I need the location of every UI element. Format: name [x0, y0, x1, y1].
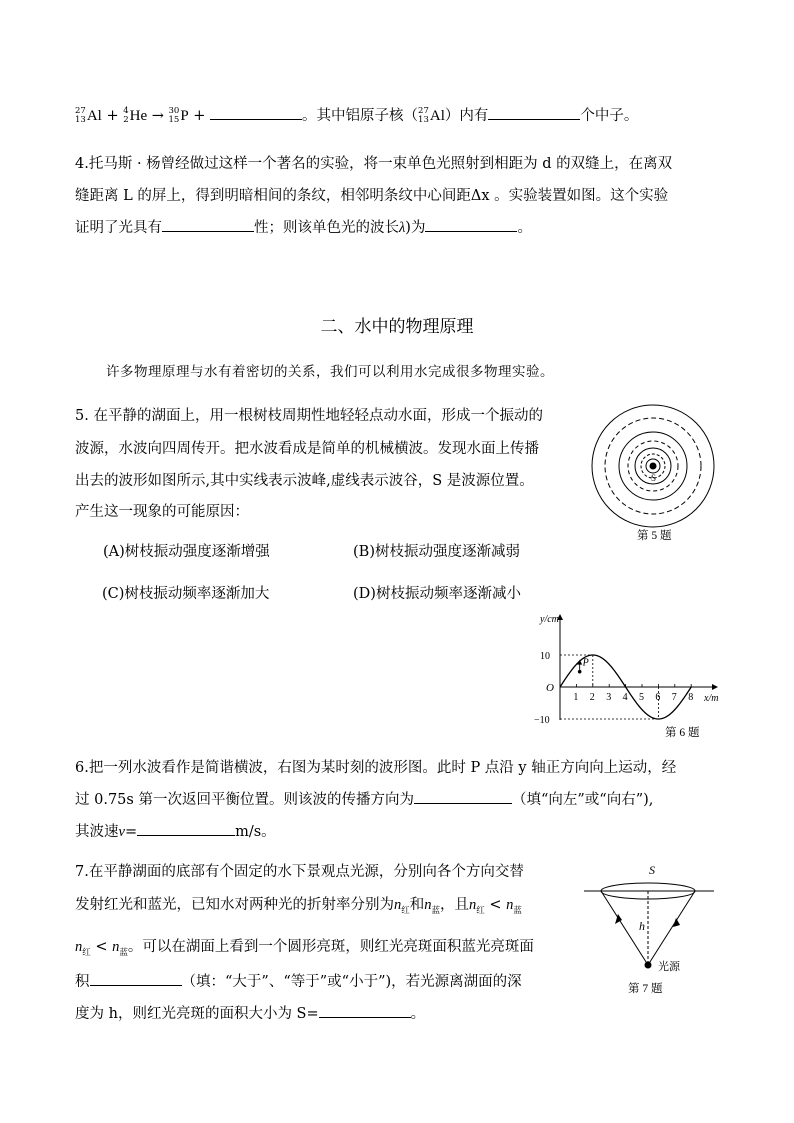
ray-arrow-right — [673, 918, 680, 927]
y-tick-label-top: 10 — [540, 651, 550, 662]
q5-line-1: 5. 在平静的湖面上，用一根树枝周期性地轻轻点动水面，形成一个振动的 — [75, 408, 543, 424]
label-h: h — [639, 919, 645, 933]
x-tick-label-4: 4 — [622, 692, 628, 703]
q7-line-3: $n_红 < n_蓝$。可以在湖面上看到一个圆形亮斑，则红光亮斑面积蓝光亮斑面 — [75, 939, 534, 958]
x-tick-label-5: 5 — [639, 692, 644, 703]
x-axis-label: x/m — [704, 693, 719, 704]
he-nuclide: 4 2 He — [123, 106, 148, 125]
x-tick-label-7: 7 — [671, 692, 677, 703]
q3-blank-product[interactable] — [210, 118, 302, 120]
al-nuclide: 27 13 Al — [75, 106, 102, 125]
figure-6-caption: 第 6 题 — [665, 727, 700, 739]
source-s-label: S — [651, 473, 657, 483]
section-intro: 许多物理原理与水有着密切的关系，我们可以利用水完成很多物理实验。 — [106, 364, 554, 380]
q6-blank-direction[interactable] — [414, 802, 512, 804]
q7-line-1: 7.在平静湖面的底部有个固定的水下景观点光源，分别向各个方向交替 — [75, 864, 524, 880]
q4-line-3: 证明了光具有 性；则该单色光的波长λ)为 。 — [75, 220, 532, 236]
q7-line-2: 发射红光和蓝光，已知水对两种光的折射率分别为$n_红$和$n_蓝$，且$n_红 < n_蓝$ — [75, 897, 522, 916]
q6-blank-speed[interactable] — [137, 834, 235, 836]
x-axis-arrow — [712, 684, 718, 690]
al-nuclide-inline: 27 13 Al — [418, 106, 445, 125]
q6-line-2: 过 0.75s 第一次返回平衡位置。则该波的传播方向为 （填“向左”或“向右”), — [75, 792, 654, 808]
q4-blank-property[interactable] — [162, 230, 254, 232]
figure-5-wave-circles — [588, 400, 718, 542]
label-s: S — [649, 863, 655, 877]
q6-line-1: 6.把一列水波看作是简谐横波，右图为某时刻的波形图。此时 P 点沿 y 轴正方向向上运动，经 — [75, 760, 677, 776]
x-tick-label-3: 3 — [606, 692, 612, 703]
q3-equation-line: 27 13 Al + 4 2 He → 30 15 P + 。其中铝原子核（ 27 13 Al ）内有 个中子。 — [75, 106, 639, 125]
section-title: 二、水中的物理原理 — [320, 317, 474, 337]
q7-line-5: 度为 h，则红光亮斑的面积大小为 S= 。 — [75, 1006, 426, 1022]
figure-7-light-cone — [582, 858, 718, 1000]
q7-blank-compare[interactable] — [90, 984, 182, 986]
x-tick-label-8: 8 — [688, 692, 694, 703]
x-tick-label-6: 6 — [655, 692, 661, 703]
q5-line-4: 产生这一现象的可能原因： — [75, 504, 249, 520]
q5-line-3: 出去的波形如图所示,其中实线表示波峰,虚线表示波谷，S 是波源位置。 — [75, 473, 534, 489]
p-nuclide: 30 15 P — [168, 106, 189, 125]
q7-blank-area[interactable] — [319, 1016, 411, 1018]
q4-line-1: 4.托马斯 · 杨曾经做过这样一个著名的实验，将一束单色光照射到相距为 d 的双缝上，在离双 — [75, 156, 673, 172]
figure-7-caption: 第 7 题 — [628, 983, 663, 995]
wave-source-dot — [650, 463, 657, 470]
q5-option-c[interactable]: (C)树枝振动频率逐渐加大 — [102, 586, 270, 602]
q5-option-b[interactable]: (B)树枝振动强度逐渐减弱 — [353, 544, 520, 560]
q6-line-3: 其波速v= m/s。 — [75, 824, 276, 840]
q5-option-a[interactable]: (A)树枝振动强度逐渐增强 — [103, 544, 270, 560]
q5-option-d[interactable]: (D)树枝振动频率逐渐减小 — [353, 586, 521, 602]
q4-blank-wavelength[interactable] — [425, 230, 517, 232]
label-light-source: 光源 — [658, 961, 680, 973]
x-tick-label-2: 2 — [589, 692, 595, 703]
q4-line-2: 缝距离 L 的屏上，得到明暗相间的条纹，相邻明条纹中心间距Δx 。实验装置如图。这个实验 — [75, 188, 669, 204]
origin-label: O — [546, 682, 554, 694]
figure-6-wave-chart — [520, 612, 720, 740]
q7-line-4: 积 （填：“大于”、“等于”或“小于”)，若光源离湖面的深 — [75, 974, 522, 990]
cone-right-edge — [648, 891, 695, 965]
x-tick-label-1: 1 — [573, 692, 579, 703]
point-p-label: P — [582, 657, 589, 669]
y-tick-label-bottom: −10 — [534, 715, 550, 726]
y-axis-label: y/cm — [540, 614, 559, 625]
figure-5-caption: 第 5 题 — [637, 530, 672, 542]
q3-blank-neutrons[interactable] — [488, 118, 580, 120]
q5-line-2: 波源，水波向四周传开。把水波看成是简单的机械横波。发现水面上传播 — [75, 441, 539, 457]
light-source-dot — [645, 962, 652, 969]
